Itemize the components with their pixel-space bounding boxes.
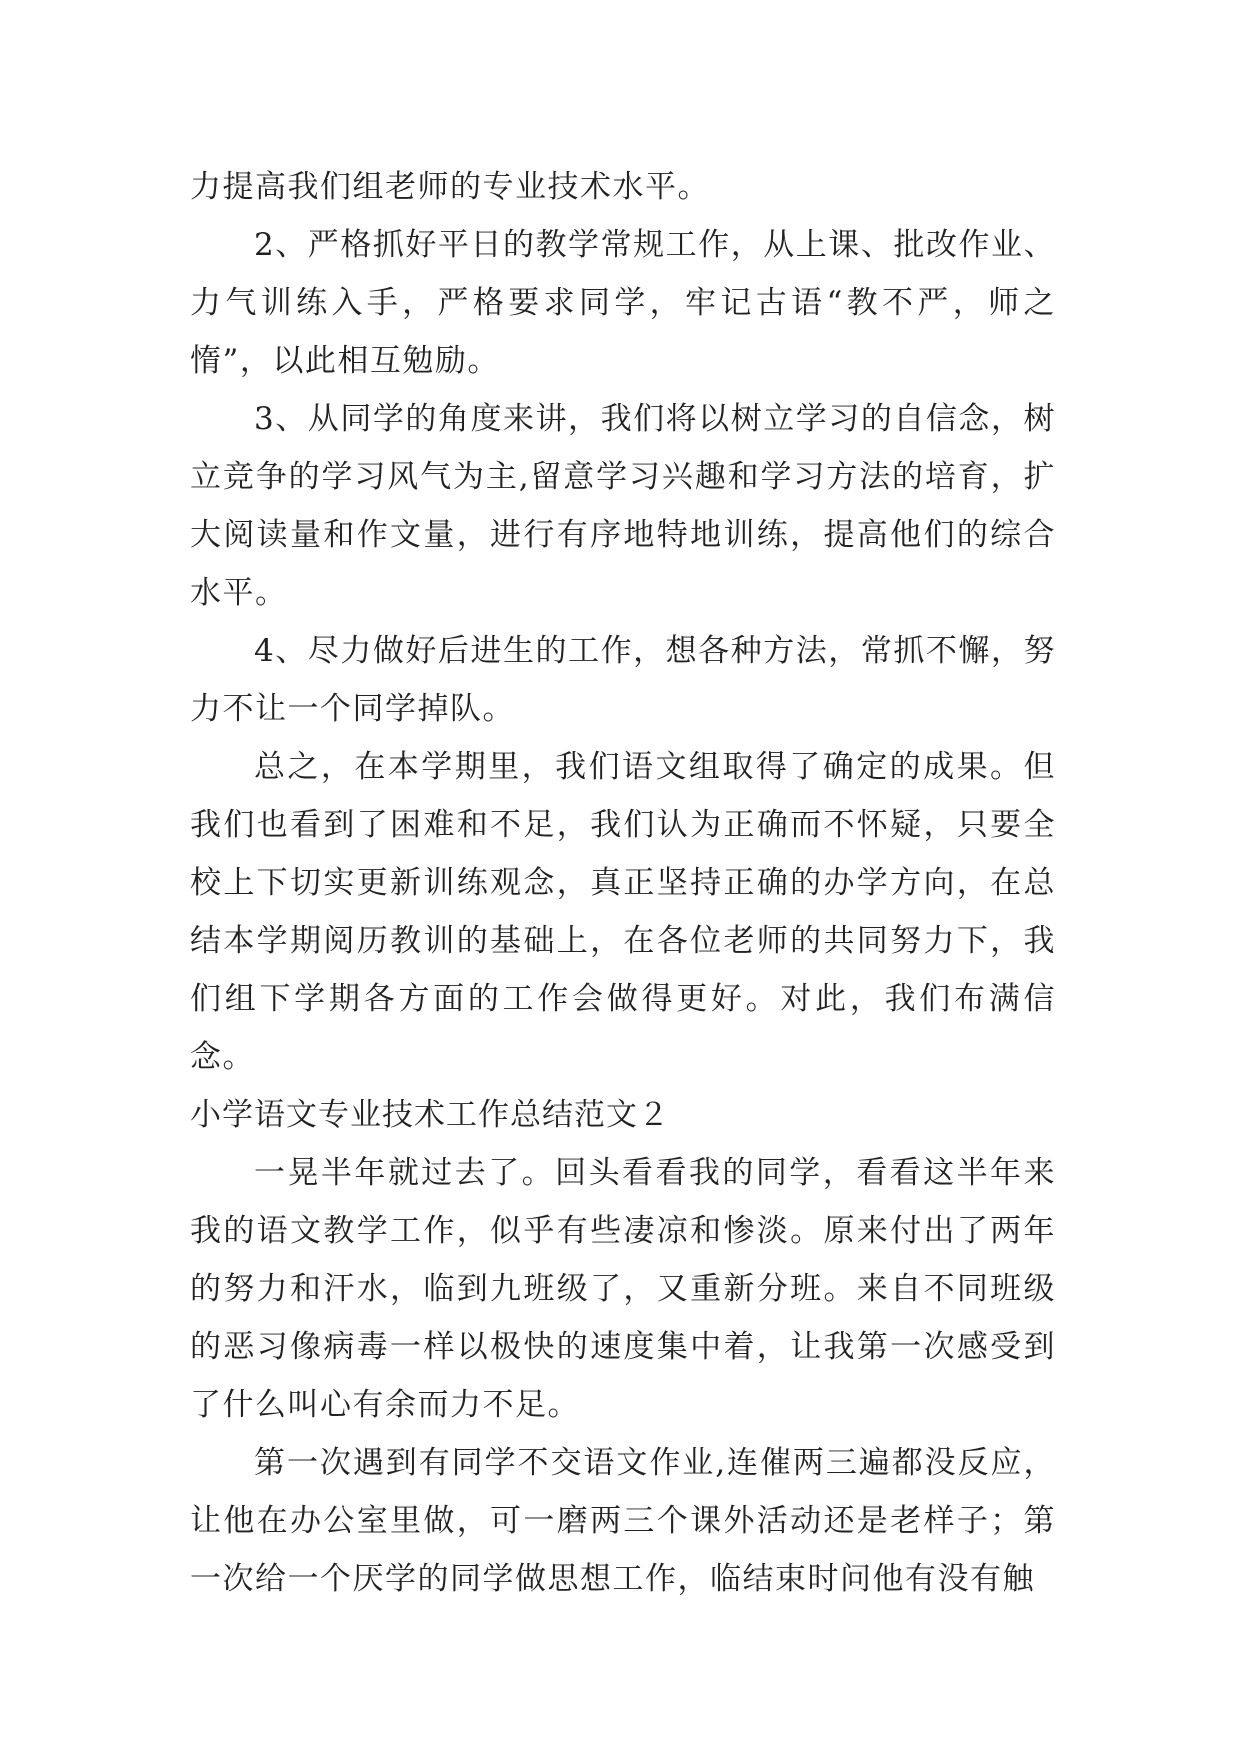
section-heading: 小学语文专业技术工作总结范文２ bbox=[190, 1097, 670, 1133]
paragraph-summary: 总之，在本学期里，我们语文组取得了确定的成果。但我们也看到了困难和不足，我们认为正确而不怀疑，只要全校上下切实更新训练观念，真正坚持正确的办学方向，在总结本学期阅历教训的基础上，在各位老师的共同努力下，我们组下学期各方面的工作会做得更好。对此，我们布满信念。 bbox=[190, 749, 1056, 1075]
paragraph-intro: 一晃半年就过去了。回头看看我的同学，看看这半年来我的语文教学工作，似乎有些凄凉和惨淡。原来付出了两年的努力和汗水，临到九班级了，又重新分班。来自不同班级的恶习像病毒一样以极快的速度集中着，让我第一次感受到了什么叫心有余而力不足。 bbox=[190, 1155, 1056, 1423]
paragraph-continuation: 力提高我们组老师的专业技术水平。 bbox=[190, 169, 710, 205]
document-body bbox=[190, 158, 1056, 1608]
paragraph-item-3: 3、从同学的角度来讲，我们将以树立学习的自信念，树立竞争的学习风气为主,留意学习兴趣和学习方法的培育，扩大阅读量和作文量，进行有序地特地训练，提高他们的综合水平。 bbox=[190, 401, 1056, 611]
paragraph-item-4: 4、尽力做好后进生的工作，想各种方法，常抓不懈，努力不让一个同学掉队。 bbox=[190, 633, 1056, 727]
paragraph-experience: 第一次遇到有同学不交语文作业,连催两三遍都没反应，让他在办公室里做，可一磨两三个课外活动还是老样子；第一次给一个厌学的同学做思想工作，临结束时问他有没有触 bbox=[190, 1445, 1056, 1597]
paragraph-item-2: 2、严格抓好平日的教学常规工作，从上课、批改作业、力气训练入手，严格要求同学，牢记古语“教不严，师之惰”，以此相互勉励。 bbox=[190, 227, 1056, 379]
